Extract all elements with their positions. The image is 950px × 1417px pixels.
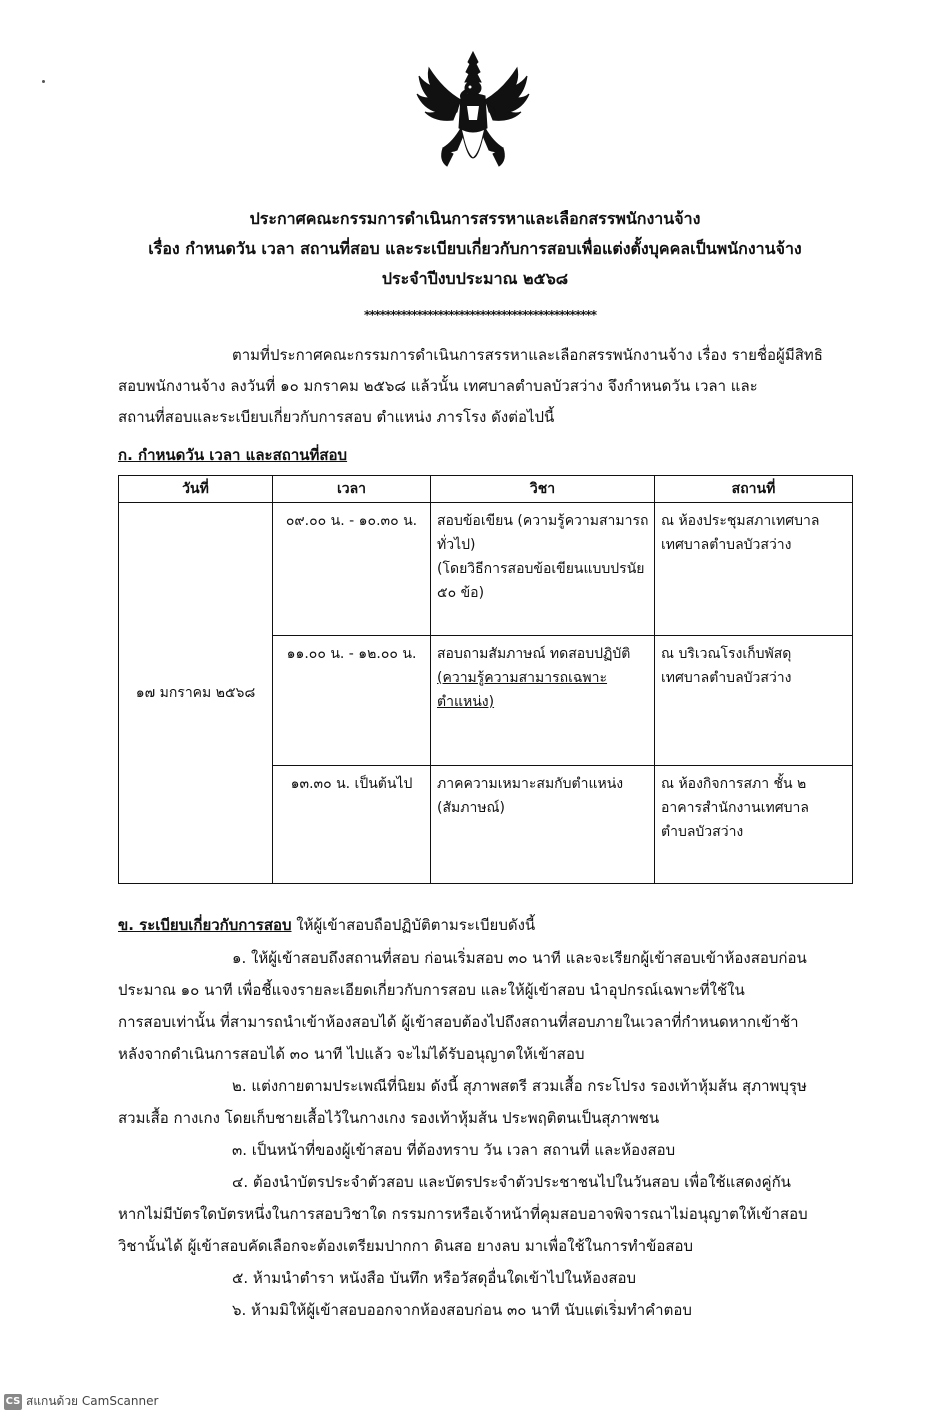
subject-line: ๕๐ ข้อ) [437,585,485,601]
rule-3-line-1: ๓. เป็นหน้าที่ของผู้เข้าสอบ ที่ต้องทราบ วัน เวลา สถานที่ และห้องสอบ [232,1141,676,1159]
place-line: ณ ห้องกิจการสภา ชั้น ๒ [661,776,807,792]
camscanner-logo-icon: CS [4,1394,22,1410]
exam-subject-cell [431,766,655,884]
place-line: ณ ห้องประชุมสภาเทศบาล [661,513,820,529]
section-a-heading-text: ก. กำหนดวัน เวลา และสถานที่สอบ [118,446,348,464]
title-separator: ******************************************** [363,308,597,322]
subject-line: ทั่วไป) [437,537,476,553]
exam-subject-cell [431,636,655,766]
section-b-heading [118,913,535,937]
rule-5-line-1: ๕. ห้ามนำตำรา หนังสือ บันทึก หรือวัสดุอื่นใดเข้าไปในห้องสอบ [232,1269,637,1287]
exam-subject-cell [431,503,655,636]
rule-1-line-2: ประมาณ ๑๐ นาที เพื่อชี้แจงรายละเอียดเกี่ยวกับการสอบ และให้ผู้เข้าสอบ นำอุปกรณ์เฉพาะที่ใช้ใน [118,981,745,999]
rule-1-line-4: หลังจากดำเนินการสอบได้ ๓๐ นาที ไปแล้ว จะไม่ได้รับอนุญาตให้เข้าสอบ [118,1045,585,1063]
place-line: ตำบลบัวสว่าง [661,824,744,840]
intro-line-2: สอบพนักงานจ้าง ลงวันที่ ๑๐ มกราคม ๒๕๖๘ แล้วนั้น เทศบาลตำบลบัวสว่าง จึงกำหนดวัน เวลา และ [118,377,758,395]
section-b-heading-rest: ให้ผู้เข้าสอบถือปฏิบัติตามระเบียบดังนี้ [291,916,536,934]
place-line: เทศบาลตำบลบัวสว่าง [661,670,792,686]
column-header-place: สถานที่ [655,476,853,503]
column-header-time: เวลา [273,476,431,503]
place-line: เทศบาลตำบลบัวสว่าง [661,537,792,553]
section-b-heading-text: ข. ระเบียบเกี่ยวกับการสอบ [118,916,292,934]
camscanner-watermark [4,1392,158,1411]
exam-place-cell [655,636,853,766]
place-line: ณ บริเวณโรงเก็บพัสดุ [661,646,792,662]
rule-1-line-3: การสอบเท่านั้น ที่สามารถนำเข้าห้องสอบได้ ผู้เข้าสอบต้องไปถึงสถานที่สอบภายในเวลาที่กำหนดหากเข้าช้า [118,1013,799,1031]
announcement-subject: เรื่อง กำหนดวัน เวลา สถานที่สอบ และระเบียบเกี่ยวกับการสอบเพื่อแต่งตั้งบุคคลเป็นพนักงานจ้าง [148,239,802,258]
scan-speck [42,80,45,83]
subject-line: ตำแหน่ง) [437,694,495,710]
column-header-date: วันที่ [119,476,273,503]
exam-time-cell: ๑๓.๓๐ น. เป็นต้นไป [273,766,431,884]
subject-line: ภาคความเหมาะสมกับตำแหน่ง [437,776,624,792]
subject-line: สอบข้อเขียน (ความรู้ความสามารถ [437,513,649,529]
rule-2-line-2: สวมเสื้อ กางเกง โดยเก็บชายเสื้อไว้ในกางเกง รองเท้าหุ้มส้น ประพฤติตนเป็นสุภาพชน [118,1109,660,1127]
garuda-emblem-icon [413,50,533,182]
subject-line: (โดยวิธีการสอบข้อเขียนแบบปรนัย [437,561,645,577]
exam-place-cell [655,503,853,636]
subject-line: (สัมภาษณ์) [437,800,506,816]
announcement-title: ประกาศคณะกรรมการดำเนินการสรรหาและเลือกสรรพนักงานจ้าง [249,209,701,228]
table-row [119,503,853,636]
rule-4-line-2: หากไม่มีบัตรใดบัตรหนึ่งในการสอบวิชาใด กรรมการหรือเจ้าหน้าที่คุมสอบอาจพิจารณาไม่อนุญาตให้เข้าสอบ [118,1205,808,1223]
rule-4-line-1: ๔. ต้องนำบัตรประจำตัวสอบ และบัตรประจำตัวประชาชนไปในวันสอบ เพื่อใช้แสดงคู่กัน [232,1173,791,1191]
rule-2-line-1: ๒. แต่งกายตามประเพณีที่นิยม ดังนี้ สุภาพสตรี สวมเสื้อ กระโปรง รองเท้าหุ้มส้น สุภาพบุรุษ [232,1077,807,1095]
section-a-heading [118,443,347,467]
intro-line-1: ตามที่ประกาศคณะกรรมการดำเนินการสรรหาและเลือกสรรพนักงานจ้าง เรื่อง รายชื่อผู้มีสิทธิ [232,346,823,364]
exam-time-cell: ๑๑.๐๐ น. - ๑๒.๐๐ น. [273,636,431,766]
exam-schedule-table [118,475,853,884]
place-line: อาคารสำนักงานเทศบาล [661,800,809,816]
subject-line: (ความรู้ความสามารถเฉพาะ [437,670,608,686]
intro-line-3: สถานที่สอบและระเบียบเกี่ยวกับการสอบ ตำแหน่ง ภารโรง ดังต่อไปนี้ [118,408,555,426]
subject-line: สอบถามสัมภาษณ์ ทดสอบปฏิบัติ [437,646,631,662]
column-header-subject: วิชา [431,476,655,503]
exam-date-cell: ๑๗ มกราคม ๒๕๖๘ [119,503,273,884]
camscanner-text: สแกนด้วย CamScanner [26,1394,159,1408]
rule-4-line-3: วิชานั้นได้ ผู้เข้าสอบคัดเลือกจะต้องเตรียมปากกา ดินสอ ยางลบ มาเพื่อใช้ในการทำข้อสอบ [118,1237,694,1255]
exam-time-cell: ๐๙.๐๐ น. - ๑๐.๓๐ น. [273,503,431,636]
exam-place-cell [655,766,853,884]
rule-6-line-1: ๖. ห้ามมิให้ผู้เข้าสอบออกจากห้องสอบก่อน ๓๐ นาที นับแต่เริ่มทำคำตอบ [232,1301,692,1319]
table-header-row [119,476,853,503]
rule-1-line-1: ๑. ให้ผู้เข้าสอบถึงสถานที่สอบ ก่อนเริ่มสอบ ๓๐ นาที และจะเรียกผู้เข้าสอบเข้าห้องสอบก่อน [232,949,807,967]
announcement-fiscal-year: ประจำปีงบประมาณ ๒๕๖๘ [381,269,569,288]
